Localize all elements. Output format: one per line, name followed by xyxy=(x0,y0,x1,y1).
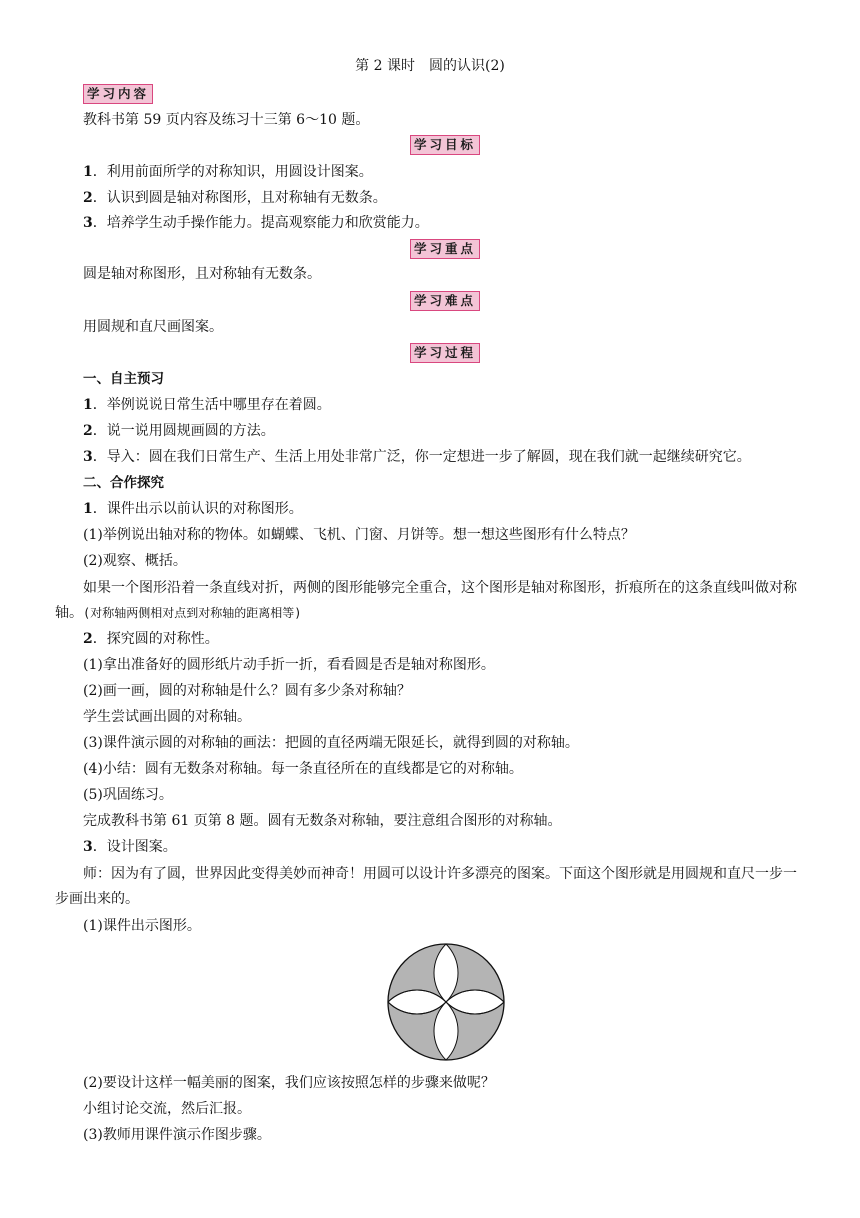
sub-item: (1)课件出示图形。 xyxy=(83,918,201,934)
item-number: 1 xyxy=(83,501,93,517)
item-text: ．导入：圆在我们日常生产、生活上用处非常广泛，你一定想进一步了解圆，现在我们就一起继续研究它。 xyxy=(92,449,751,465)
item-number: 3 xyxy=(83,449,93,465)
definition-paragraph xyxy=(55,576,810,626)
item-text: ．探究圆的对称性。 xyxy=(92,631,219,647)
goal-item xyxy=(83,162,373,182)
goal-text: ．利用前面所学的对称知识，用圆设计图案。 xyxy=(92,164,373,180)
item-number: 3 xyxy=(83,839,93,855)
tag-learning-goals: 学习目标 xyxy=(410,135,480,155)
section-heading-explore: 二、合作探究 xyxy=(83,475,164,491)
tag-key-point: 学习重点 xyxy=(410,239,480,259)
sub-item: (3)课件演示圆的对称轴的画法：把圆的直径两端无限延长，就得到圆的对称轴。 xyxy=(83,735,579,751)
sub-item: (2)要设计这样一幅美丽的图案，我们应该按照怎样的步骤来做呢？ xyxy=(83,1075,495,1091)
goal-number: 2 xyxy=(83,190,93,206)
sub-item: (3)教师用课件演示作图步骤。 xyxy=(83,1127,271,1143)
item-text: ．设计图案。 xyxy=(92,839,177,855)
circle-pattern-figure xyxy=(386,942,506,1062)
tag-learning-content: 学习内容 xyxy=(83,84,153,104)
definition-text: 如果一个图形沿着一条直线对折，两侧的图形能够完全重合，这个图形是轴对称图形，折痕所在的这条直线叫做对称轴。 xyxy=(55,580,797,621)
preview-item xyxy=(83,395,331,415)
teacher-paragraph: 师：因为有了圆，世界因此变得美妙而神奇！用圆可以设计许多漂亮的图案。下面这个图形就是用圆规和直尺一步一步画出来的。 xyxy=(55,866,797,907)
section-heading-preview: 一、自主预习 xyxy=(83,371,164,387)
goal-text: ．培养学生动手操作能力。提高观察能力和欣赏能力。 xyxy=(92,215,429,231)
sub-item: (2)画一画，圆的对称轴是什么？圆有多少条对称轴？ xyxy=(83,683,411,699)
definition-note: (对称轴两侧相对点到对称轴的距离相等) xyxy=(83,606,302,620)
sub-item: (1)举例说出轴对称的物体。如蝴蝶、飞机、门窗、月饼等。想一想这些图形有什么特点？ xyxy=(83,527,635,543)
explore-item xyxy=(83,499,303,519)
goal-item xyxy=(83,188,387,208)
sub-item: (5)巩固练习。 xyxy=(83,787,173,803)
item-number: 1 xyxy=(83,397,93,413)
sub-item: (4)小结：圆有无数条对称轴。每一条直径所在的直线都是它的对称轴。 xyxy=(83,761,523,777)
preview-item xyxy=(83,447,751,467)
content-text: 教科书第 59 页内容及练习十三第 6～10 题。 xyxy=(83,112,370,128)
item-text: ．说一说用圆规画圆的方法。 xyxy=(92,423,275,439)
tag-learning-process: 学习过程 xyxy=(410,343,480,363)
sub-item: 小组讨论交流，然后汇报。 xyxy=(83,1101,251,1117)
page-title: 第 2 课时 圆的认识(2) xyxy=(355,58,505,74)
tag-difficulty: 学习难点 xyxy=(410,291,480,311)
goal-text: ．认识到圆是轴对称图形，且对称轴有无数条。 xyxy=(92,190,387,206)
preview-item xyxy=(83,421,275,441)
item-number: 2 xyxy=(83,631,93,647)
goal-item xyxy=(83,213,429,233)
item-text: ．举例说说日常生活中哪里存在着圆。 xyxy=(92,397,331,413)
goal-number: 3 xyxy=(83,215,93,231)
key-point-text: 圆是轴对称图形，且对称轴有无数条。 xyxy=(83,266,321,282)
item-text: ．课件出示以前认识的对称图形。 xyxy=(92,501,303,517)
item-number: 2 xyxy=(83,423,93,439)
sub-item: 完成教科书第 61 页第 8 题。圆有无数条对称轴，要注意组合图形的对称轴。 xyxy=(83,813,562,829)
difficulty-text: 用圆规和直尺画图案。 xyxy=(83,319,223,335)
goal-number: 1 xyxy=(83,164,93,180)
sub-item: (2)观察、概括。 xyxy=(83,553,187,569)
sub-item: (1)拿出准备好的圆形纸片动手折一折，看看圆是否是轴对称图形。 xyxy=(83,657,495,673)
explore-item xyxy=(83,629,219,649)
sub-item: 学生尝试画出圆的对称轴。 xyxy=(83,709,251,725)
explore-item xyxy=(83,837,177,857)
